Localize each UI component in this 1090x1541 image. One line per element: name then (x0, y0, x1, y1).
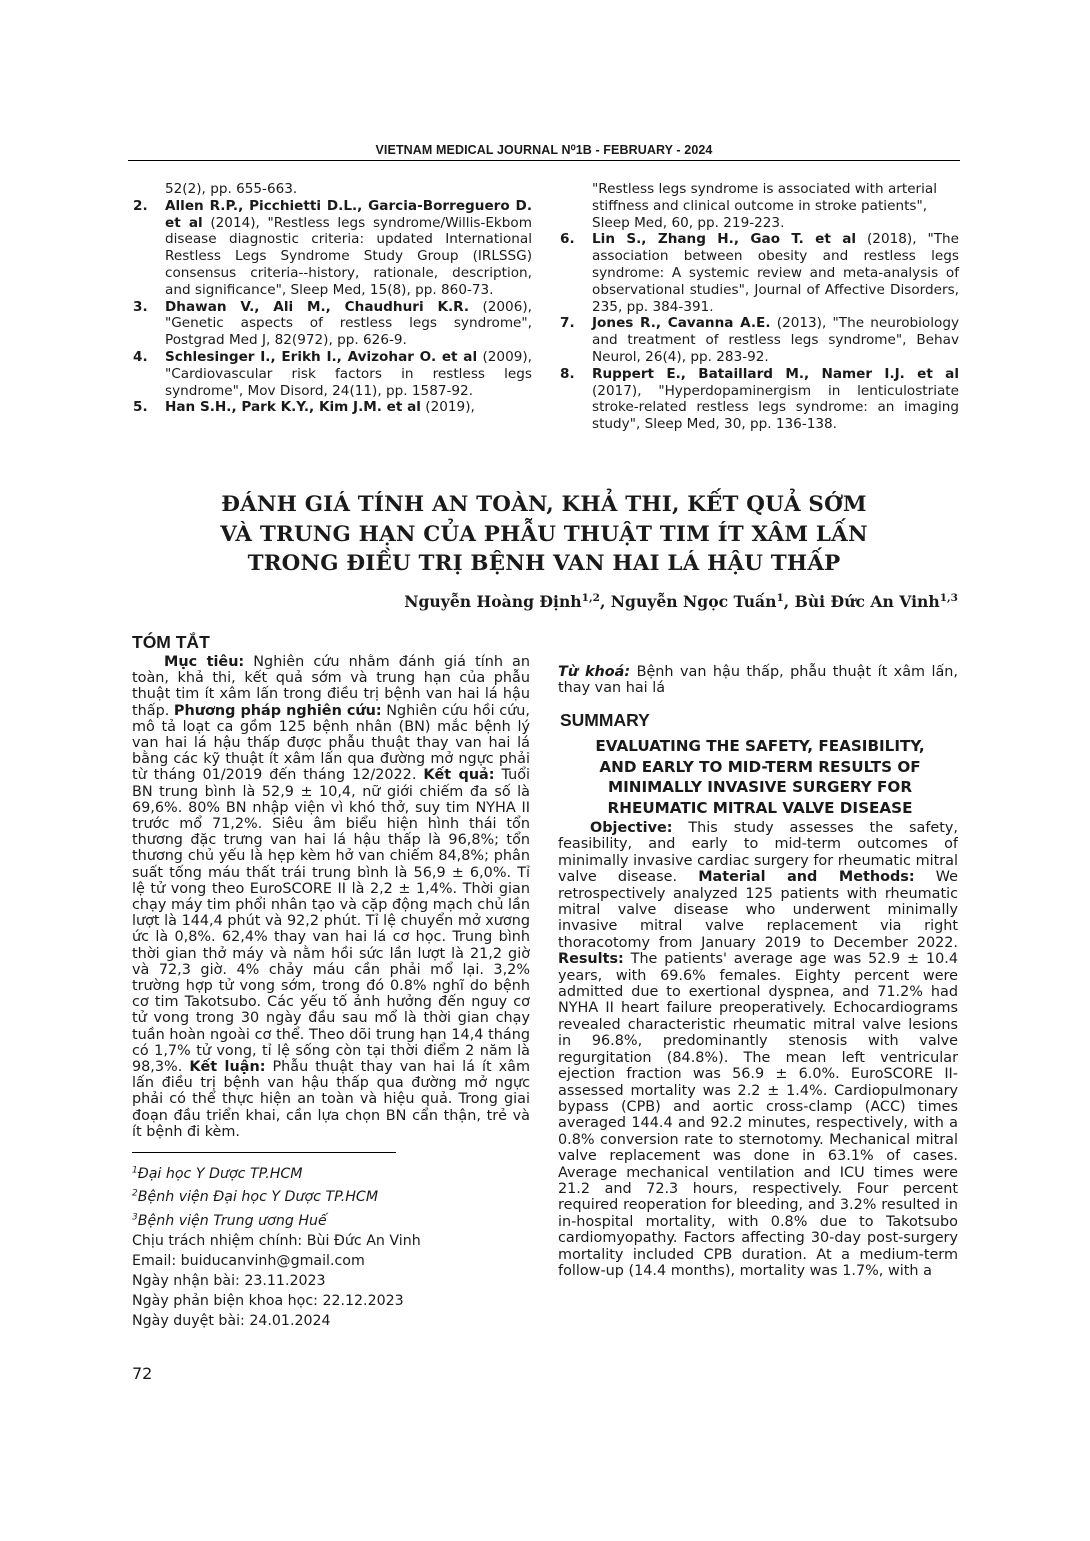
summary-objective-label: Objective: (590, 820, 673, 836)
author-name: Bùi Đức An Vinh (794, 592, 940, 612)
running-header: VIETNAM MEDICAL JOURNAL N⁰1B - FEBRUARY - 2024 (375, 143, 713, 157)
received-date: Ngày nhận bài: 23.11.2023 (132, 1273, 326, 1290)
conclusion-label: Kết luận: (189, 1059, 266, 1076)
affiliation-footnote: $^3$Bệnh viện Trung ương Huế (132, 1212, 327, 1230)
page-number: 72 (132, 1364, 153, 1383)
keywords-line (558, 664, 958, 696)
header-rule (128, 160, 960, 161)
reference-text: (2018), "The association between obesity and restless legs syndrome: A systemic review and meta-analysis of observational studies", Journal of Affective Disorders, 235, pp. 384-391. (592, 231, 959, 315)
keywords-label: Từ khoá: (558, 664, 631, 680)
affiliation-footnote: $^2$Bệnh viện Đại học Y Dược TP.HCM (132, 1188, 379, 1206)
footnotes (132, 1160, 421, 1331)
reference-number: 2. (133, 197, 148, 214)
reference-item (555, 315, 959, 365)
footnote-rule (132, 1152, 396, 1153)
reference-text: (2009), "Cardiovascular risk factors in restless legs syndrome", Mov Disord, 24(11), pp. 1587-92. (165, 348, 532, 399)
objective-text: Nghiên cứu nhằm đánh giá tính an toàn, khả thi, kết quả sớm và trung hạn của phẫu thuật tim ít xâm lấn trong điều trị bệnh van hai lá hậu thấp. (132, 654, 530, 719)
summary-title (560, 736, 960, 818)
references-right (555, 181, 959, 433)
author-separator: , (783, 592, 795, 612)
author-affiliation: 1,2 (581, 592, 600, 604)
reference-item (128, 198, 532, 299)
title-line: ĐÁNH GIÁ TÍNH AN TOÀN, KHẢ THI, KẾT QUẢ SỚM (221, 492, 867, 517)
reference-authors: Han S.H., Park K.Y., Kim J.M. et al (165, 399, 421, 416)
author-name: Nguyễn Hoàng Định (404, 592, 582, 612)
reference-number: 6. (560, 231, 575, 248)
author-name: Nguyễn Ngọc Tuấn (610, 592, 777, 612)
author-list (300, 592, 958, 611)
abstract-vi-left (132, 654, 530, 1140)
summary-heading: SUMMARY (560, 710, 650, 730)
author-affiliation: 1,3 (939, 592, 958, 604)
methods-text: Nghiên cứu hồi cứu, mô tả loạt ca gồm 125 bệnh nhân (BN) mắc bệnh lý van hai lá hậu thấp được phẫu thuật thay van hai lá bằng các kỹ thuật ít xâm lấn qua đường mở ngực phải từ tháng 01/2019 đến tháng 12/2022. (132, 702, 530, 784)
reference-number: 5. (133, 399, 148, 416)
summary-title-line: EVALUATING THE SAFETY, FEASIBILITY, (595, 737, 925, 755)
reference-authors: Jones R., Cavanna A.E. (592, 315, 771, 332)
responsible-author: Chịu trách nhiệm chính: Bùi Đức An Vinh (132, 1233, 421, 1250)
reference-authors: Ruppert E., Bataillard M., Namer I.J. et al (592, 365, 959, 382)
reviewed-date: Ngày phản biện khoa học: 22.12.2023 (132, 1293, 404, 1310)
reference-number: 4. (133, 348, 148, 365)
reference-continuation: "Restless legs syndrome is associated with arterial stiffness and clinical outcome in stroke patients", Sleep Med, 60, pp. 219-223. (592, 181, 938, 231)
affiliation-footnote: $^1$Đại học Y Dược TP.HCM (132, 1165, 303, 1182)
reference-authors: Lin S., Zhang H., Gao T. et al (592, 231, 857, 248)
objective-label: Mục tiêu: (164, 654, 245, 670)
reference-authors: Dhawan V., Ali M., Chaudhuri K.R. (165, 298, 470, 315)
results-text: Tuổi BN trung bình là 52,9 ± 10,4, nữ giới chiếm đa số là 69,6%. 80% BN nhập viện vì khó thở, suy tim NYHA II trước mổ 71,2%. Siêu âm biểu hiện hình thái tổn thương đặc trưng van hai lá hậu thấp là 96,8%; tổn thương chủ yếu là hẹp kèm hở van chiếm 84,8%; phân suất tống máu thất trái trung bình là 56,9 ± 6,0%. Tỉ lệ tử vong theo EuroSCORE II là 2,2 ± 1,4%. Thời gian chạy máy tim phổi nhân tạo và cặp động mạch chủ lần lượt là 144,4 phút và 92,2 phút. Tỉ lệ chuyển mở xương ức là 0,8%. 62,4% thay van hai lá cơ học. Trung bình thời gian thở máy và nằm hồi sức lần lượt là 21,2 giờ và 72,3 giờ. 4% chảy máu cần phải mổ lại. 3,2% trường hợp tử vong sớm, trong đó 0.8% nghĩ do bệnh cơ tim Takotsubo. Các yếu tố ảnh hưởng đến nguy cơ tử vong trong 30 ngày đầu sau mổ là thời gian chạy tuần hoàn ngoài cơ thể. Theo dõi trung hạn 14,4 tháng có 1,7% tử vong, tỉ lệ sống còn tại thời điểm 2 năm là 98,3%. (132, 767, 530, 1076)
reference-authors: Allen R.P., Picchietti D.L., Garcia-Borreguero D. et al (165, 197, 532, 231)
reference-text: (2014), "Restless legs syndrome/Willis-Ekbom disease diagnostic criteria: updated International Restless Legs Syndrome Study Group (IRLSSG) consensus criteria--history, rationale, description, and significance", Sleep Med, 15(8), pp. 860-73. (165, 214, 532, 298)
author-affiliation: 1 (776, 592, 784, 604)
email: Email: buiducanvinh@gmail.com (132, 1253, 365, 1270)
accepted-date: Ngày duyệt bài: 24.01.2024 (132, 1313, 331, 1330)
reference-text: (2006), "Genetic aspects of restless legs syndrome", Postgrad Med J, 82(972), pp. 626-9. (165, 298, 532, 349)
methods-label: Phương pháp nghiên cứu: (173, 702, 382, 719)
title-line: TRONG ĐIỀU TRỊ BỆNH VAN HAI LÁ HẬU THẤP (247, 551, 841, 576)
reference-number: 7. (560, 315, 575, 332)
summary-methods-text: We retrospectively analyzed 125 patients with rheumatic mitral valve disease who underwent minimally invasive mitral valve replacement via right thoracotomy from January 2019 to December 2022. (558, 869, 958, 951)
conclusion-text: Phẫu thuật thay van hai lá ít xâm lấn điều trị bệnh van hậu thấp qua đường mở ngực phải có thể thực hiện an toàn và hiệu quả. Trong giai đoạn đầu triển khai, cần lựa chọn BN cẩn thận, trẻ và ít bệnh đi kèm. (132, 1059, 530, 1140)
reference-authors: Schlesinger I., Erikh I., Avizohar O. et al (165, 348, 478, 365)
reference-item (128, 299, 532, 349)
summary-body (558, 820, 958, 1340)
summary-paragraph (558, 820, 958, 1279)
article-title (140, 490, 948, 579)
title-line: VÀ TRUNG HẠN CỦA PHẪU THUẬT TIM ÍT XÂM LẤN (220, 521, 868, 547)
summary-title-line: AND EARLY TO MID-TERM RESULTS OF (599, 757, 921, 776)
reference-number: 8. (560, 365, 575, 382)
reference-item (128, 349, 532, 399)
reference-item (128, 399, 532, 416)
summary-methods-label: Material and Methods: (698, 869, 915, 886)
author-separator: , (599, 592, 611, 612)
reference-text: (2013), "The neurobiology and treatment of restless legs syndrome", Behav Neurol, 26(4), pp. 283-92. (592, 315, 960, 365)
abstract-vi-paragraph (132, 654, 530, 1140)
abstract-vi-heading: TÓM TẮT (132, 632, 210, 652)
summary-results-label: Results: (558, 951, 624, 968)
summary-results-text: The patients' average age was 52.9 ± 10.4 years, with 69.6% females. Eighty percent were admitted due to exertional dyspnea, and 71.2% had NYHA II heart failure preoperatively. Echocardiograms revealed characteristic rheumatic mitral valve lesions in 96.8%, predominantly stenosis with valve regurgitation (84.8%). The mean left ventricular ejection fraction was 56.9 ± 6.0%. EuroSCORE II-assessed mortality was 2.2 ± 1.4%. Cardiopulmonary bypass (CPB) and aortic cross-clamp (ACC) times averaged 144.4 and 92.2 minutes, respectively, with a 0.8% conversion rate to sternotomy. Mechanical mitral valve replacement was done in 63.1% of cases. Average mechanical ventilation and ICU times were 21.2 and 72.3 hours, respectively. Four percent required reoperation for bleeding, and 3.2% resulted in in-hospital mortality, with 0.8% due to Takotsubo cardiomyopathy. Factors affecting 30-day post-surgery mortality included CPB duration. At a medium-term follow-up (14.4 months), mortality was 1.7%, with a (558, 951, 958, 1279)
reference-item (555, 231, 959, 315)
summary-title-line: MINIMALLY INVASIVE SURGERY FOR (607, 778, 913, 796)
reference-text: (2017), "Hyperdopaminergism in lenticulostriate stroke-related restless legs syndrome: an imaging study", Sleep Med, 30, pp. 136-138. (592, 382, 959, 433)
summary-title-line: RHEUMATIC MITRAL VALVE DISEASE (607, 798, 913, 817)
reference-text: (2019), (420, 399, 475, 416)
reference-continuation: 52(2), pp. 655-663. (165, 181, 298, 197)
references-left (128, 181, 532, 416)
reference-item (555, 366, 959, 433)
summary-objective-text: This study assesses the safety, feasibility, and early to mid-term outcomes of minimally invasive cardiac surgery for rheumatic mitral valve disease. (558, 820, 958, 886)
reference-number: 3. (133, 298, 148, 315)
results-label: Kết quả: (423, 767, 495, 784)
keywords-text: Bệnh van hậu thấp, phẫu thuật ít xâm lấn, thay van hai lá (558, 664, 958, 697)
